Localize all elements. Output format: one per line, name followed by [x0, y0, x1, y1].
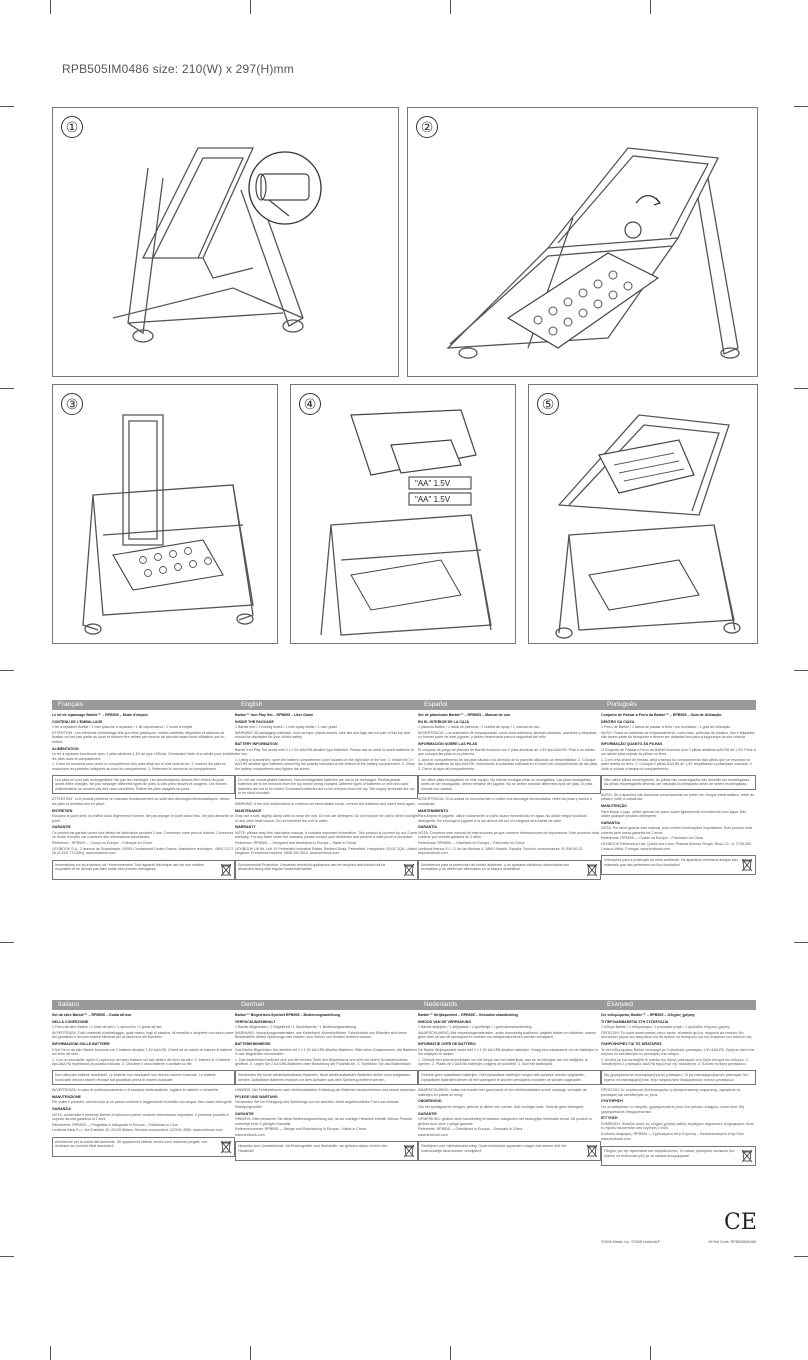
- crop-mark: [450, 0, 451, 14]
- section-heading: MAINTENANCE: [235, 808, 262, 813]
- manual-title: Set da stiro Barbie™ – RPB505 – Guida all'uso: [52, 1013, 132, 1017]
- crop-mark: [0, 1256, 14, 1257]
- paragraph: ADVERTENCIA: Los materiales de empaquetado, como cinta adhesiva, láminas plásticas, alambres y etiquetas, no forman parte de este juguete, y deben desecharse para la seguridad del niño.: [418, 730, 598, 740]
- paragraph: Référence : RPB505 — Conçu en Europe – Fabriqué en Chine: [52, 841, 153, 846]
- paragraph: 1. Abra el compartimento de las pilas situado a la derecha de la plancha utilizando un destornillador. 2. Coloque las 2 pilas alcalinas de tipo AA/LR6, observando la polaridad indicada en el fondo del compartimento de las pilas. 3. Cierre la tapa del compartimento.: [418, 757, 598, 771]
- battery-warning-box: Non utilizzare batterie ricaricabili. Le batterie non ricaricabili non devono essere ricaricate. Le batterie ricaricabili devono essere rimosse dal giocattolo prima di essere ricaricate.: [52, 1070, 235, 1085]
- paragraph: www.lexibook.com: [418, 1132, 448, 1137]
- section-heading: BATTERIEHINWEISE: [235, 1041, 271, 1046]
- paragraph: Verwenden Sie zur Reinigung des Spielzeugs nur ein weiches, leicht angefeuchtetes Tuch und niemals Reinigungsmittel.: [235, 1100, 399, 1109]
- environment-text: Richtlijnen voor milieubescherming. Oude elektrische apparaten mogen niet samen met het huishoudelijk afval worden verwijderd!: [421, 1144, 567, 1154]
- section-heading: ΤΙ ΠΕΡΙΛΑΜΒΑΝΕΤΑΙ ΣΤΗ ΣΥΣΚΕΥΑΣΙΑ: [601, 1019, 669, 1024]
- environment-notice: [235, 860, 418, 880]
- paragraph: Referência: RPB505 — Criado na Europa – Fabricado na China: [601, 836, 703, 841]
- paragraph: ATTENTION : si le produit présente un mauvais fonctionnement ou subit des décharges électrostatiques, retirez les piles et remettez-les en place.: [52, 797, 230, 806]
- manual-title: Barbie™ Iron Play Set – RPB505 – User Guide: [235, 713, 314, 717]
- paragraph: NOTE: please keep this instruction manual, it contains important information. This product is covered by our 2-year warranty. For any claim under the warranty please contact your distributor and present a valid proof of purchase.: [235, 830, 418, 840]
- wheelie-bin-icon: [586, 1144, 598, 1158]
- crop-mark: [250, 1346, 251, 1360]
- battery-label: "AA" 1.5V: [415, 495, 451, 504]
- language-header: Français: [52, 700, 235, 710]
- paragraph: LEXIBOOK S.A., 2 avenue de Scandinavie, 91953 Courtaboeuf Cedex France. Assistance technique : 0892 23 27 26 (0,34 € TTC/Min), www.lexibook.com: [52, 846, 234, 856]
- ce-mark: CE: [724, 1210, 757, 1235]
- section-heading: INFORMAZIONI SULLE BATTERIE: [52, 1041, 110, 1046]
- crop-mark: [794, 942, 808, 943]
- manual-title: Set de planchado Barbie™ – RPB505 – Manual de uso: [418, 713, 511, 717]
- language-column-el: [601, 1000, 756, 1166]
- illustration-panel-1: [52, 107, 399, 377]
- crop-mark: [50, 0, 51, 14]
- environment-text: Οδηγίες για την προστασία του περιβάλλοντος. Οι παλιές ηλεκτρικές συσκευές δεν πρέπει να πετιούνται μαζί με τα οικιακά απορρίμματα!: [604, 1149, 735, 1158]
- section-heading: INFORMACIÓN SOBRE LAS PILAS: [418, 741, 478, 746]
- crop-mark: [0, 388, 14, 389]
- manual-title: Conjunto de Passar a Ferro da Barbie™ – RPB505 – Guia de Utilização: [601, 713, 722, 717]
- paragraph: 1 Barbie-Bügeleisen / 1 Bügelbrett / 1 Sprühflasche / 1 Bedienungsanleitung: [235, 1025, 357, 1030]
- paragraph: 1 Ferro de Barbie / 1 tábua de passar a ferro / um borrifador / 1 guia de utilização: [601, 725, 731, 730]
- section-heading: ENTRETIEN: [52, 808, 73, 813]
- paragraph: Barbie Iron Play Set works with 2 x 1.5V AA/LR6 alkaline type batteries. Please ask an adult to insert batteries in the iron.: [235, 747, 414, 757]
- section-heading: EN EL INTERIOR DE LA CAJA: [418, 719, 470, 724]
- section-heading: INSIDE THE PACKAGE: [235, 719, 274, 724]
- battery-warning-box: Les piles ne sont pas rechargeables. Ne pas les recharger. Les accumulateurs doivent être retirés du jouet avant d'être chargés. Ne pas mélanger différents types de piles ou des piles neuves et usagées. Les bornes d'alimentation ne doivent pas être court-circuitées. Retirer les piles usagées du jouet.: [52, 775, 235, 795]
- crop-mark: [650, 1346, 651, 1360]
- crop-mark: [0, 942, 14, 943]
- paragraph: WARNUNG: Verpackungsmaterialien, wie Klebeband, Kunststofffolien, Schnürdraht und Etiketten sind keine Bestandteile dieses Spielzeugs und müssen zum Schutz von Kindern entfernt werden.: [235, 1030, 407, 1040]
- paragraph: LEXIBOOK Electronica Lda, Quinta dos Loios, Praceta António Sérgio, Bloco 22 - A, 2795-065 Linda-a-Velha, Portugal. www.lexibook.com: [601, 842, 752, 851]
- paragraph: www.lexibook.com: [235, 1132, 265, 1137]
- section-heading: ΕΓΓΥΗΣΗ: [601, 1116, 618, 1121]
- paragraph: AVISO: Todos os materiais de empacotamento, como fitas, películas de plástico, fios e etiquetas não fazem parte do brinquedo e devem ser deitados fora para a segurança da sua criança.: [601, 730, 755, 740]
- crop-mark: [0, 106, 14, 107]
- section-heading: GARANZIA: [52, 1106, 71, 1111]
- section-heading: MANUTENÇÃO: [601, 803, 627, 808]
- paragraph: Referenznummer: RPB505 — Design und Entwicklung in Europa – Made in China: [235, 1127, 366, 1132]
- battery-warning-box: Μη χρησιμοποιείτε επαναφορτιζόμενες μπαταρίες. Οι μη επαναφορτιζόμενες μπαταρίες δεν πρέπει να επαναφορτίζονται. Μην αναμειγνύετε διαφορετικούς τύπους μπαταριών.: [601, 1070, 756, 1085]
- language-column-it: [52, 1000, 235, 1157]
- paragraph: Referentie: RPB505 — Ontwikkeld in Europa – Gemaakt in China: [418, 1127, 523, 1132]
- paragraph: 1. Using a screwdriver, open the battery compartment cover located on the right side of the iron. 2. Install the 2 x AA/LR6 alkaline type batteries observing the polarity indicated at the bottom of the battery compartment. 3. Close the battery compartment and tighten the screw.: [235, 757, 415, 771]
- crop-mark: [794, 670, 808, 671]
- paragraph: Para limpar o jogo, utilize apenas um pano suave ligeiramente humedecido com água. Não utilize qualquer produto detergente.: [601, 809, 747, 819]
- language-column-de: [235, 1000, 418, 1161]
- language-header: Português: [601, 700, 756, 710]
- paragraph: Om het speelgoed te reinigen, gebruik je alleen een zachte, licht vochtige doek. Gebruik geen detergent.: [418, 1104, 585, 1109]
- manual-title: Barbie™ Bügeleisen-Spielset RPB505 – Bedienungsanleitung: [235, 1013, 341, 1017]
- iron-battery-compartment-illustration: [291, 385, 515, 643]
- section-heading: MANUTENZIONE: [52, 1094, 81, 1099]
- section-heading: ΣΥΝΤΗΡΗΣΗ: [601, 1099, 623, 1104]
- paragraph: 1 Barbie iron / 1 ironing board / 1 mini spray bottle / 1 user guide: [235, 725, 338, 730]
- section-heading: DENTRO DA CAIXA: [601, 719, 635, 724]
- paragraph: HINWEIS: Bitte bewahren Sie diese Bedienungsanleitung auf, da sie wichtige Hinweise enthält. Dieses Produkt unterliegt einer 2-jährigen Garantie.: [235, 1117, 412, 1126]
- environment-text: Environmental Protection. Unwanted electrical appliances can be recycled and should not be discarded along with regular household waste!: [238, 862, 386, 872]
- environment-text: Indicações para a protecção do meio ambiente. Os aparelhos eléctricos antigos são materiais que não pertencem ao lixo doméstico!: [604, 858, 738, 867]
- paragraph: WARNING: All packaging materials, such as tape, plastic sheets, wire ties and tags are not part of this toy and should be discarded for your child's safety.: [235, 730, 410, 740]
- paragraph: Only use a soft, slightly damp cloth to clean the unit. Do not use detergent. Do not expose the unit to direct sunlight or any other heat source. Do not immerse the unit in water.: [235, 814, 418, 823]
- section-heading: GARANTIE: [235, 1111, 254, 1116]
- battery-warning-box: Gebruik geen oplaadbare batterijen. Niet-oplaadbare batterijen mogen niet opnieuw worden opgeladen. Oplaadbare batterijen dienen uit het speelgoed te worden verwijderd vooraleer ze worden opgeladen.: [418, 1070, 601, 1085]
- battery-warning-box: Verwenden Sie keine wiederaufladbaren Batterien. Nicht wiederaufladbare Batterien dürfen nicht aufgeladen werden. Aufladbare Batterien müssen vor dem Aufladen aus dem Spielzeug entfernt werden.: [235, 1070, 418, 1085]
- paragraph: ATTENTION : Les éléments d'emballage tels que films plastiques, rubans adhésifs, étiquettes et attaches de fixation ne font pas partie du jouet et doivent être retirés par mesure de sécurité avant toute utilisation par un enfant.: [52, 730, 225, 744]
- environment-notice: [418, 1141, 601, 1161]
- print-spec-label: RPB505IM0486 size: 210(W) x 297(H)mm: [62, 62, 294, 76]
- paragraph: 1 fer à repasser Barbie / 1 mini planche à repasser / 1 kit vaporisateur / 1 mode d'emploi: [52, 725, 193, 730]
- environment-notice: [52, 1137, 235, 1157]
- section-heading: WARRANTY: [235, 825, 256, 830]
- step-number-4: ④: [299, 393, 321, 415]
- paragraph: ΠΡΟΣΟΧΗ: Σε περίπτωση δυσλειτουργίας ή ηλεκτροστατικής εκφόρτισης, αφαιρέστε τις μπαταρίες και τοποθετήστε τις ξανά.: [601, 1088, 741, 1097]
- paragraph: Riferimento: RPB505 — Progettato e sviluppato in Europa – Fabbricato in Cina: [52, 1122, 178, 1127]
- paragraph: Lexibook Italia S.r.l, Via Eustachi 45, 20129 Milano. Servizio consumatori: 022040 4959. www.lexibook.com: [52, 1128, 223, 1133]
- step-number-5: ⑤: [537, 393, 559, 415]
- language-column-es: [418, 700, 601, 880]
- section-heading: CONTENU DE L'EMBALLAGE: [52, 719, 103, 724]
- language-column-fr: [52, 700, 235, 880]
- step-number-1: ①: [61, 116, 83, 138]
- language-header: Italiano: [52, 1000, 235, 1010]
- paragraph: 1. Ανοίξτε με ένα κατσαβίδι το καπάκι της θήκης μπαταριών στη δεξιά πλευρά του σίδερου. 2. Τοποθετήστε 2 μπαταρίες AA/LR6 τηρώντας την πολικότητα. 3. Κλείστε τη θήκη μπαταριών.: [601, 1057, 749, 1067]
- folded-board-with-iron-stand: [53, 385, 277, 643]
- paragraph: Ce produit est garanti contre tout défaut de fabrication pendant 2 ans. Conservez votre preuve d'achat. Conservez ce mode d'emploi car il contient des informations importantes.: [52, 830, 234, 840]
- environment-text: Informations sur la protection de l'environnement. Tout appareil électrique usé est une matière recyclable et ne devrait pas faire partie des ordures ménagères.: [55, 862, 205, 872]
- paragraph: Il Set Ferro da stiro Barbie funziona con 2 batterie alcaline 1,5V AA/LR6. Chiedi ad un adulto di inserire le batterie nel ferro da stiro.: [52, 1047, 233, 1057]
- manual-title: Σετ σιδερώματος Barbie™ – RPB505 – Οδηγίες χρήσης: [601, 1013, 696, 1017]
- crop-mark: [794, 388, 808, 389]
- assembled-board-with-iron: [529, 385, 757, 643]
- paragraph: Para limpiar el juguete, utilice únicamente un paño suave humedecido en agua. No utilice ningún producto detergente. No exponga el juguete a la luz directa del sol ni a ninguna otra fuente de calor.: [418, 814, 588, 823]
- wheelie-bin-icon: [220, 863, 232, 877]
- environment-notice: [235, 1141, 418, 1161]
- paragraph: 1 Ferro da stiro Barbie / 1 Asse da stiro / 1 spruzzino / 1 guida all'uso: [52, 1025, 162, 1030]
- language-header: English: [235, 700, 418, 710]
- crop-mark: [0, 670, 14, 671]
- paragraph: 1 Barbie strijkijzer / 1 strijkplank / 1 spuitflesje / 1 gebruikershandleiding: [418, 1025, 532, 1030]
- ironing-board-legs-illustration: [53, 108, 398, 376]
- paragraph: ΠΡΟΣΟΧΗ: Τα υλικά συσκευασίας όπως ταινία, πλαστικά φύλλα, σύρματα και ετικέτες δεν αποτελούν μέρος του παιχνιδιού και θα πρέπει να πεταχτούν για την ασφάλεια του παιδιού σας.: [601, 1030, 753, 1040]
- section-heading: ΠΛΗΡΟΦΟΡΙΕΣ ΓΙΑ ΤΙΣ ΜΠΑΤΑΡΙΕΣ: [601, 1041, 662, 1046]
- ref-code: IM Ref Code: RPB505IM0486: [708, 1240, 756, 1244]
- paragraph: O Conjunto de Passar a Ferro da Barbie funciona com 2 pilhas alcalinas AA/LR6 de 1,5V. Pede a um adulto para colocar as pilhas no ferro.: [601, 747, 756, 757]
- crop-mark: [50, 1346, 51, 1360]
- paragraph: 1. Com uma chave de fendas, abra a tampa do compartimento das pilhas que se encontra na parte direita do ferro. 2. Coloque 2 pilhas AA/LR6 de 1,5V respeitando a polaridade indicada. 3. Volte a colocar a tampa do compartimento.: [601, 757, 753, 771]
- crop-mark: [250, 0, 251, 14]
- section-heading: ONDERHOUD: [418, 1099, 442, 1104]
- section-heading: GARANTIE: [52, 825, 71, 830]
- paragraph: www.lexibook.com: [601, 1137, 631, 1142]
- section-heading: ALIMENTATION: [52, 746, 79, 751]
- paragraph: Referencia: RPB505 — Diseñado en Europa – Fabricado en China: [418, 841, 525, 846]
- section-heading: PFLEGE UND WARTUNG: [235, 1094, 278, 1099]
- language-header: Español: [418, 700, 601, 710]
- step-number-2: ②: [416, 116, 438, 138]
- paragraph: NOTA: Conserve este manual de instrucciones ya que contiene informaciones de importancia. Este producto está cubierto por nuestra garantía de 2 años.: [418, 830, 599, 840]
- wheelie-bin-icon: [220, 1140, 232, 1154]
- illustration-panel-4: [290, 384, 516, 644]
- paragraph: El conjunto de juego de plancha de Barbie funciona con 2 pilas alcalinas de 1,5V tipo AA/LR6. Pide a un adulto que coloque las pilas en la plancha.: [418, 747, 595, 757]
- paragraph: 1 plancha Barbie / 1 tabla de planchar / 1 botella de spray / 1 manual de uso: [418, 725, 540, 730]
- paragraph: 1. Das Batteriefach befindet sich auf der rechten Seite des Bügeleisens und wird mit einem Schraubenzieher geöffnet. 2. Legen Sie 2 AA/LR6-Batterien unter Beachtung der Polarität ein. 3. Schließen Sie das Batteriefach.: [235, 1057, 412, 1067]
- language-column-pt: [601, 700, 756, 875]
- battery-warning-box: No utilice pilas recargables en este equipo. No intente recargar pilas no recargables. Las pilas recargables, antes de ser recargadas, deben retirarse del juguete. No se deben mezclar diferentes tipos de pilas, ni pilas nuevas con usadas.: [418, 775, 601, 795]
- paragraph: 1. Gebruik een schroevendraaier om het klepje van het batterijvak, aan de rechterzijde van het strijkijzer, te openen. 2. Plaats de 2 AA/LR6 batterijen volgens de polariteit. 3. Sluit het batterijvak.: [418, 1057, 588, 1067]
- environment-text: Avvertenze per la tutela dell'ambiente. Gli apparecchi elettrici vecchi sono materiali pregiati, non rientrano nei normali rifiuti domestici!: [55, 1139, 208, 1149]
- illustration-panel-2: [407, 107, 758, 377]
- section-heading: INFORMAÇÃO QUANTO ÀS PILHAS: [601, 741, 663, 746]
- language-column-nl: [418, 1000, 601, 1161]
- paragraph: 1 σίδερο Barbie / 1 σιδερώστρα / 1 μπουκάλι σπρέι / 1 φυλλάδιο οδηγιών χρήσης: [601, 1025, 731, 1030]
- section-heading: BATTERY INFORMATION: [235, 741, 278, 746]
- paragraph: Das Barbie Bügeleisen-Set arbeitet mit 2 x 1,5V AA/LR6 Alkaline-Batterien. Bitte einen Erwachsenen, die Batterien in das Bügeleisen einzusetzen.: [235, 1047, 418, 1057]
- section-heading: INHOUD VAN DE VERPAKKING: [418, 1019, 472, 1024]
- wheelie-bin-icon: [403, 863, 415, 877]
- environment-text: Advertencia para la protección del medio ambiente. ¡Los aparatos eléctricos desechados son reciclables y no deben ser eliminados en la basura doméstica!: [421, 862, 570, 872]
- ironing-board-top-illustration: [408, 108, 757, 376]
- paragraph: WAARSCHUWING: Alle verpakkingsmaterialen, zoals doorzichtig plakband, plastiek bladen en etiketten, maken geen deel uit van dit speelgoed en moeten om veiligheidsredenen worden verwijderd.: [418, 1030, 597, 1040]
- manual-title: Le kit de repassage Barbie™ – RPB505 – Mode d'emploi: [52, 713, 148, 717]
- section-heading: GARANTIA: [601, 820, 620, 825]
- battery-warning-box: Não utilize pilhas recarregáveis. As pilhas não recarregáveis não deverão ser recarregadas. As pilhas recarregáveis deverão ser retiradas do brinquedo antes de serem recarregadas.: [601, 775, 756, 790]
- battery-warning-box: Do not use rechargeable batteries. Non-rechargeable batteries are not to be recharged. Rechargeable batteries are to be removed from the toy before being charged. Different types of batteries or new and used batteries are not to be mixed. Exhausted batteries are to be removed from the toy. The supply terminals are not to be short-circuited.: [235, 775, 418, 799]
- paragraph: Lexibook Ibérica S.L, C/ de las Hiedras 4, 28691 Madrid, España. Servicio consumidores: 91 548 89 32. www.lexibook.com: [418, 846, 584, 856]
- paragraph: NOTA: conservate il presente libretto di istruzioni poiché contiene informazioni importanti. Il presente prodotto è coperto da una garanzia di 2 anni.: [52, 1112, 229, 1122]
- section-heading: NELLA CONFEZIONE: [52, 1019, 89, 1024]
- section-heading: GARANTÍA: [418, 825, 437, 830]
- environment-notice: [601, 1146, 756, 1166]
- language-column-en: [235, 700, 418, 880]
- section-heading: GARANTIE: [418, 1111, 437, 1116]
- section-heading: INFORMATIE OVER DE BATTERIJ: [418, 1041, 476, 1046]
- wheelie-bin-icon: [741, 1149, 753, 1163]
- paragraph: HINWEIS: Bei Fehlfunktionen oder elektrostatischer Entladung die Batterien herausnehmen und erneut einsetzen.: [235, 1088, 417, 1093]
- environment-notice: [601, 855, 756, 875]
- paragraph: NOTA: Por favor guarde este manual, pois contém informações importantes. Este produto está coberto pela nossa garantia de 2 anos.: [601, 826, 752, 835]
- language-header: German: [235, 1000, 418, 1010]
- crop-mark: [650, 0, 651, 14]
- paragraph: ADVERTENCIA: Si la unidad no funciona bien o recibe una descarga electrostática, retire las pilas y vuelva a colocarlas.: [418, 797, 592, 806]
- language-header: Ελληνικά: [601, 1000, 756, 1010]
- environment-notice: [418, 860, 601, 880]
- paragraph: Le fer à repasser fonctionne avec 2 piles alcalines 1,5V de type LR6/AA. Demandez l'aide d'un adulte pour installer les piles dans le compartiment.: [52, 752, 235, 761]
- manual-title: Barbie™ Strijkspeelset – RPB505 – Gebruikershandleiding: [418, 1013, 518, 1017]
- paragraph: OPMERKING: gelieve deze handleiding te bewaren aangezien het belangrijke informatie bevat. Dit product is gedekt door onze 2-jarige garantie.: [418, 1117, 592, 1126]
- section-heading: MANTENIMIENTO: [418, 808, 449, 813]
- paragraph: LEXIBOOK UK ltd, Unit 10 Petersfield Industrial Estate, Bedford Road, Petersfield, Hampshire, GU32 3QA, United Kingdom. Freephone helpline: 0808 100 3015. www.lexibook.com: [235, 846, 417, 856]
- paragraph: AVVERTENZA: In caso di malfunzionamento o di scariche elettrostatiche, togliere le batterie e reinserirle.: [52, 1088, 220, 1093]
- crop-mark: [794, 1256, 808, 1257]
- environment-notice: [52, 860, 235, 880]
- language-header: Nederlands: [418, 1000, 601, 1010]
- paragraph: De Barbie Strijkspeelset werkt met 2 x 1,5V AA/LR6 alkaline batterijen. Vraag een volwassene om de batterijen in het strijkijzer te steken.: [418, 1047, 599, 1057]
- paragraph: ΣΗΜΕΙΩΣΗ: Φυλάξτε αυτές τις οδηγίες χρήσης καθώς περιέχουν σημαντικές πληροφορίες. Αυτό το προϊόν καλύπτεται από εγγύηση 2 ετών.: [601, 1121, 754, 1131]
- paragraph: AVISO: Se o aparelho não funcionar correctamente ou sofrer um choque electrostático, retire as pilhas e volte a colocá-las.: [601, 792, 754, 802]
- wheelie-bin-icon: [741, 858, 753, 872]
- battery-label: "AA" 1.5V: [415, 479, 451, 488]
- section-heading: VERPACKUNGSINHALT: [235, 1019, 276, 1024]
- environment-text: Hinweise zum Umweltschutz. Alt-Elektrogeräte sind Wertstoffe, sie gehören daher nicht in den Hausmüll!: [238, 1144, 388, 1154]
- paragraph: Per pulire il prodotto, servirsi solo di un panno morbido e leggermente inumidito con acqua. Non usare detergenti.: [52, 1100, 233, 1105]
- step-number-3: ③: [61, 393, 83, 415]
- paragraph: Κωδικός αναφοράς: RPB505 — Σχεδιασμένο στην Ευρώπη – Κατασκευασμένο στην Κίνα: [601, 1131, 744, 1136]
- paragraph: Essuyez le jouet avec un chiffon doux légèrement humide. Ne pas plonger le jouet dans l'eau. Ne pas démonter le jouet.: [52, 814, 234, 823]
- paragraph: Reference: RPB505 — Designed and developed in Europe – Made in China: [235, 841, 356, 846]
- crop-mark: [794, 106, 808, 107]
- copyright: ©2008 Mattel, Inc. ©2008 Lexibook®: [601, 1240, 660, 1244]
- paragraph: 1. Con un cacciavite, aprire il coperchio del vano batterie sul lato destro del ferro da stiro. 2. Inserire le 2 batterie tipo AA/LR6 rispettando la polarità indicata. 3. Chiudere il vano batterie e avvitare la vite.: [52, 1057, 231, 1067]
- wheelie-bin-icon: [586, 863, 598, 877]
- paragraph: Για να καθαρίσετε το παιχνίδι, χρησιμοποιήστε μόνο ένα μαλακό, ελαφρώς νωπό πανί. Μη χρησιμοποιείτε απορρυπαντικά.: [601, 1104, 745, 1114]
- illustration-panel-3: [52, 384, 278, 644]
- illustration-panel-5: [528, 384, 758, 644]
- crop-mark: [450, 1346, 451, 1360]
- paragraph: AVVERTENZA: Tutti i materiali di imballaggio, quali nastro, fogli di plastica, fili metallici e targhette non fanno parte del giocattolo e devono essere eliminati per la sicurezza del bambino.: [52, 1030, 234, 1040]
- paragraph: WARNING: If the unit malfunctions or receives an electrostatic shock, remove the batteries and insert them again.: [235, 801, 416, 806]
- paragraph: 1. Il faut un tournevis pour ouvrir le compartiment des piles situé sur le côté droit du fer. 2. Insérez les piles en respectant les polarités indiquées au fond du compartiment. 3. Refermez le couvercle du compartiment.: [52, 762, 227, 771]
- paragraph: WAARSCHUWING: Indien het toestel niet goed werkt of een elektrostatische schok ontvangt, verwijder de batterijen en plaats ze terug.: [418, 1088, 587, 1097]
- wheelie-bin-icon: [403, 1144, 415, 1158]
- paragraph: Το σετ σιδερώματος Barbie λειτουργεί με 2 αλκαλικές μπαταρίες 1,5V AA/LR6. Ζητήστε από έναν ενήλικα να τοποθετήσει τις μπαταρίες στο σίδερο.: [601, 1047, 755, 1057]
